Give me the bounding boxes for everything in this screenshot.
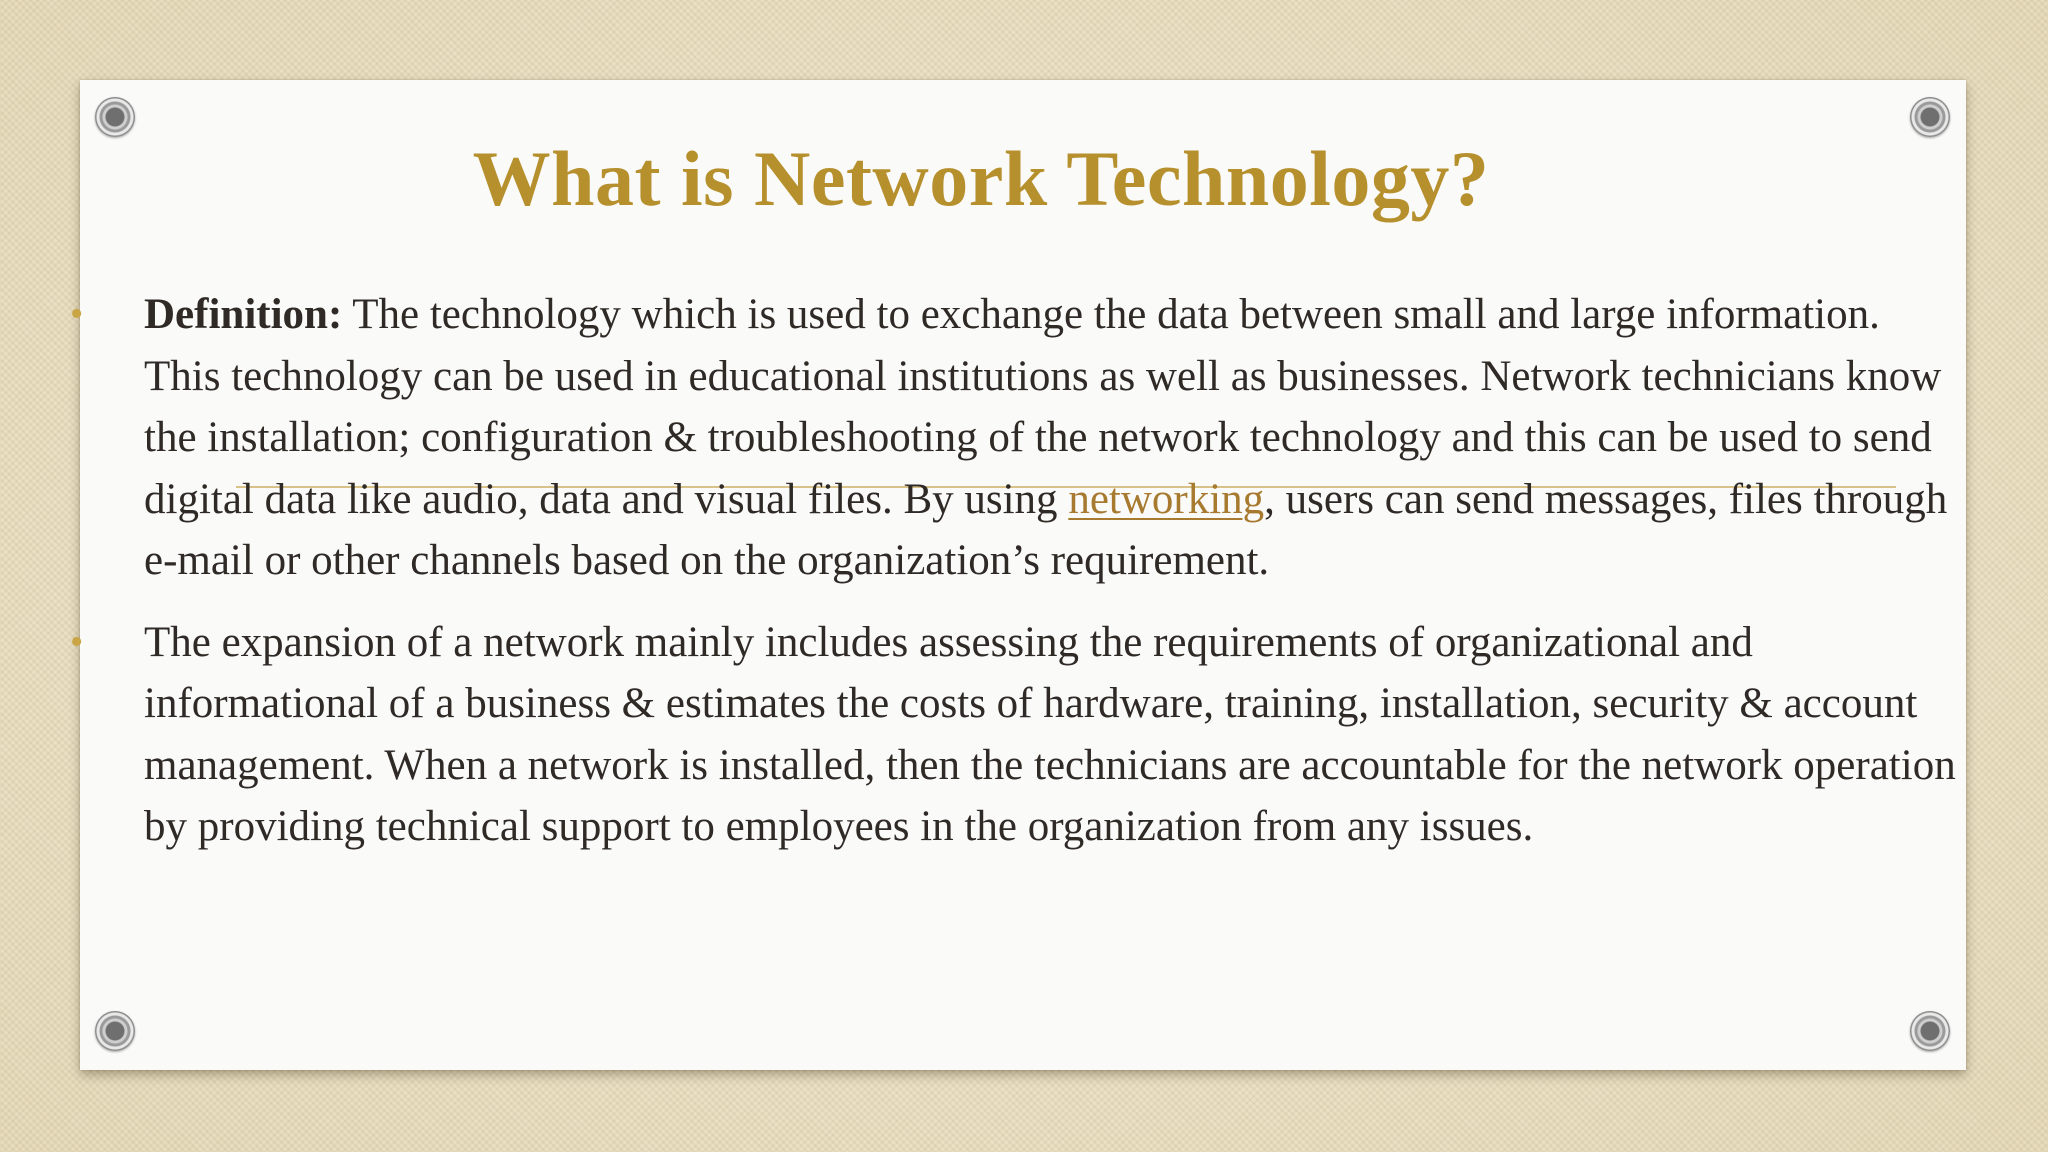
grommet-bottom-left-icon: [95, 1011, 135, 1051]
grommet-top-right-icon: [1910, 97, 1950, 137]
slide-body[interactable]: [70, 284, 1964, 878]
slide-canvas: [70, 80, 1966, 1070]
definition-text-part1: The technology which is used to exchange the data between small and large information. This technology can be used in educational institutions as well as businesses. Network technicians know the installation; configuration & troubleshooting of the network technology and this can be used to send digital data like audio, data and visual files. By using: [144, 291, 1942, 523]
networking-link[interactable]: networking: [1068, 475, 1265, 523]
expansion-text: The expansion of a network mainly includes assessing the requirements of organizational and informational of a business & estimates the costs of hardware, training, installation, security & account management. When a network is installed, then the technicians are accountable for the network operation by providing technical support to employees in the organization from any issues.: [144, 618, 1956, 850]
bullet-icon: •: [70, 620, 84, 663]
bullet-expansion[interactable]: [70, 612, 1964, 858]
slide-title-container: [80, 134, 1966, 224]
grommet-top-left-icon: [95, 97, 135, 137]
grommet-bottom-right-icon: [1910, 1011, 1950, 1051]
definition-label: Definition:: [144, 291, 343, 338]
definition-text-part2: , users can send messages, files through e-mail or other channels based on the organization’s requirement.: [144, 475, 1948, 584]
bullet-icon: •: [70, 293, 84, 335]
bullet-definition[interactable]: [70, 284, 1964, 592]
slide-title[interactable]: What is Network Technology?: [472, 135, 1490, 222]
